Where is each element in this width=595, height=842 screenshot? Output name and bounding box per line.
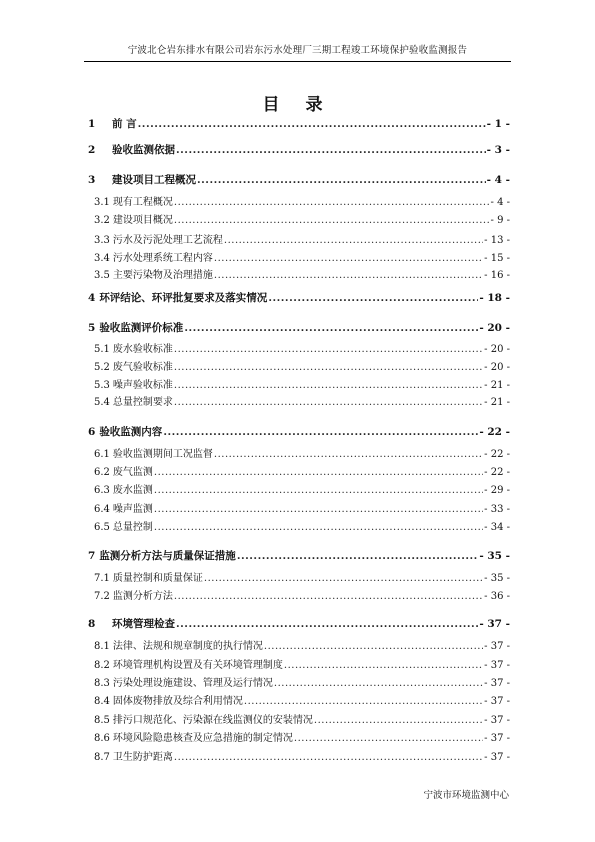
toc-entry-number: 8.3 bbox=[94, 678, 110, 689]
toc-entry-page: - 20 - bbox=[484, 362, 510, 373]
toc-entry-page: - 37 - bbox=[484, 678, 510, 689]
toc-dot-leader bbox=[184, 321, 478, 336]
toc-entry-number: 3.1 bbox=[94, 197, 110, 208]
toc-entry-page: - 21 - bbox=[484, 397, 510, 408]
toc-dot-leader bbox=[294, 731, 483, 746]
toc-entry-number: 3.2 bbox=[94, 215, 110, 226]
toc-dot-leader bbox=[174, 395, 483, 410]
toc-dot-leader bbox=[214, 251, 483, 266]
running-header: 宁波北仑岩东排水有限公司岩东污水处理厂三期工程竣工环境保护验收监测报告 bbox=[127, 45, 468, 56]
toc-entry-title: 卫生防护距离 bbox=[112, 752, 173, 763]
toc-entry-number: 6.4 bbox=[94, 504, 110, 515]
toc-entry-number: 5.2 bbox=[94, 362, 110, 373]
toc-entry-title: 法律、法规和规章制度的执行情况 bbox=[112, 641, 263, 652]
toc-entry-title: 污水及污泥处理工艺流程 bbox=[112, 235, 223, 246]
toc-entry-page: - 1 - bbox=[486, 118, 510, 130]
toc-entry[interactable] bbox=[88, 658, 510, 673]
toc-entry-page: - 37 - bbox=[479, 618, 510, 630]
toc-dot-leader bbox=[264, 639, 483, 654]
toc-entry-number: 8 bbox=[88, 618, 96, 630]
toc-dot-leader bbox=[204, 571, 483, 586]
toc-dot-leader bbox=[176, 617, 478, 632]
toc-dot-leader bbox=[284, 658, 483, 673]
toc-entry-title: 环评结论、环评批复要求及落实情况 bbox=[99, 292, 268, 304]
toc-entry-title: 主要污染物及治理措施 bbox=[112, 270, 213, 281]
toc-entry-page: - 15 - bbox=[484, 253, 510, 264]
toc-dot-leader bbox=[314, 713, 483, 728]
toc-entry-title: 环境风险隐患核查及应急措施的制定情况 bbox=[112, 733, 293, 744]
toc-dot-leader bbox=[163, 425, 478, 440]
toc-entry[interactable] bbox=[88, 589, 510, 604]
toc-entry-number: 8.6 bbox=[94, 733, 110, 744]
toc-dot-leader bbox=[237, 549, 479, 564]
toc-entry-number: 6.5 bbox=[94, 522, 110, 533]
toc-entry-page: - 22 - bbox=[484, 449, 510, 460]
toc-entry-page: - 37 - bbox=[484, 733, 510, 744]
toc-entry[interactable] bbox=[88, 233, 510, 248]
toc-dot-leader bbox=[268, 291, 478, 306]
toc-entry[interactable] bbox=[88, 549, 510, 564]
toc-entry-page: - 13 - bbox=[484, 235, 510, 246]
toc-entry-title: 监测分析方法与质量保证措施 bbox=[99, 550, 236, 562]
toc-entry[interactable] bbox=[88, 195, 510, 210]
toc-entry-number: 7.2 bbox=[94, 591, 110, 602]
toc-dot-leader bbox=[174, 378, 483, 393]
toc-entry[interactable] bbox=[88, 395, 510, 410]
toc-entry[interactable] bbox=[88, 268, 510, 283]
toc-entry-title: 噪声验收标准 bbox=[112, 380, 173, 391]
toc-entry-page: - 22 - bbox=[479, 426, 510, 438]
toc-entry[interactable] bbox=[88, 425, 510, 440]
toc-entry-number: 6.1 bbox=[94, 449, 110, 460]
toc-entry-page: - 21 - bbox=[484, 380, 510, 391]
toc-dot-leader bbox=[244, 694, 483, 709]
toc-entry-number: 4 bbox=[88, 292, 96, 304]
toc-dot-leader bbox=[174, 342, 483, 357]
toc-entry[interactable] bbox=[88, 321, 510, 336]
toc-entry-number: 8.4 bbox=[94, 696, 110, 707]
toc-entry-title: 总量控制要求 bbox=[112, 397, 173, 408]
toc-entry-page: - 37 - bbox=[484, 641, 510, 652]
toc-dot-leader bbox=[138, 117, 486, 132]
toc-dot-leader bbox=[174, 750, 483, 765]
toc-entry-number: 1 bbox=[88, 118, 96, 130]
toc-entry-number: 5.4 bbox=[94, 397, 110, 408]
toc-entry-number: 6 bbox=[88, 426, 96, 438]
toc-entry-page: - 35 - bbox=[484, 573, 510, 584]
toc-dot-leader bbox=[154, 483, 483, 498]
toc-entry-page: - 9 - bbox=[490, 215, 510, 226]
toc-entry-title: 污水处理系统工程内容 bbox=[112, 253, 213, 264]
toc-entry-title: 排污口规范化、污染源在线监测仪的安装情况 bbox=[112, 715, 313, 726]
toc-title: 目 录 bbox=[262, 95, 333, 115]
toc-entry-title: 废水验收标准 bbox=[112, 344, 173, 355]
toc-entry-title: 验收监测内容 bbox=[99, 426, 163, 438]
toc-entry-page: - 37 - bbox=[484, 715, 510, 726]
toc-entry[interactable] bbox=[88, 520, 510, 535]
toc-dot-leader bbox=[214, 268, 483, 283]
toc-entry-page: - 4 - bbox=[490, 197, 510, 208]
toc-entry-page: - 33 - bbox=[484, 504, 510, 515]
toc-entry-page: - 35 - bbox=[479, 550, 510, 562]
toc-entry-title: 验收监测期间工况监督 bbox=[112, 449, 213, 460]
toc-entry-number: 5.1 bbox=[94, 344, 110, 355]
toc-entry-title: 建设项目概况 bbox=[112, 215, 173, 226]
toc-entry[interactable] bbox=[88, 173, 510, 188]
toc-entry-title: 废气监测 bbox=[112, 467, 153, 478]
toc-entry-title: 环境管理机构设置及有关环境管理制度 bbox=[112, 660, 283, 671]
toc-entry[interactable] bbox=[88, 143, 510, 158]
toc-entry-page: - 3 - bbox=[486, 144, 510, 156]
toc-entry[interactable] bbox=[88, 465, 510, 480]
toc-dot-leader bbox=[176, 143, 486, 158]
header-rule bbox=[84, 61, 511, 62]
toc-entry[interactable] bbox=[88, 639, 510, 654]
toc-entry[interactable] bbox=[88, 251, 510, 266]
toc-entry-title: 前 言 bbox=[112, 118, 137, 130]
toc-entry-number: 5 bbox=[88, 322, 96, 334]
toc-entry-page: - 4 - bbox=[486, 174, 510, 186]
toc-dot-leader bbox=[274, 676, 483, 691]
toc-dot-leader bbox=[174, 589, 483, 604]
toc-entry[interactable] bbox=[88, 483, 510, 498]
toc-dot-leader bbox=[174, 213, 490, 228]
toc-dot-leader bbox=[154, 502, 483, 517]
toc-entry-page: - 34 - bbox=[484, 522, 510, 533]
toc-entry-title: 现有工程概况 bbox=[112, 197, 173, 208]
toc-entry-page: - 22 - bbox=[484, 467, 510, 478]
toc-entry-title: 验收监测评价标准 bbox=[99, 322, 184, 334]
toc-entry-number: 3.4 bbox=[94, 253, 110, 264]
toc-entry[interactable] bbox=[88, 447, 510, 462]
toc-entry-page: - 37 - bbox=[484, 660, 510, 671]
toc-dot-leader bbox=[197, 173, 486, 188]
toc-entry[interactable] bbox=[88, 213, 510, 228]
toc-entry-number: 5.3 bbox=[94, 380, 110, 391]
toc-dot-leader bbox=[154, 465, 483, 480]
toc-entry-page: - 37 - bbox=[484, 696, 510, 707]
toc-entry-number: 8.5 bbox=[94, 715, 110, 726]
toc-entry-number: 8.7 bbox=[94, 752, 110, 763]
toc-entry-page: - 18 - bbox=[479, 292, 510, 304]
toc-entry-number: 3 bbox=[88, 174, 96, 186]
toc-entry-number: 6.2 bbox=[94, 467, 110, 478]
toc-entry-number: 8.2 bbox=[94, 660, 110, 671]
toc-dot-leader bbox=[174, 360, 483, 375]
toc-dot-leader bbox=[214, 447, 483, 462]
toc-entry[interactable] bbox=[88, 571, 510, 586]
toc-entry[interactable] bbox=[88, 617, 510, 632]
toc-entry[interactable] bbox=[88, 694, 510, 709]
toc-entry-title: 质量控制和质量保证 bbox=[112, 573, 203, 584]
toc-entry[interactable] bbox=[88, 342, 510, 357]
toc-dot-leader bbox=[174, 195, 490, 210]
toc-entry-page: - 20 - bbox=[484, 344, 510, 355]
toc-entry-number: 3.3 bbox=[94, 235, 110, 246]
toc-entry-title: 噪声监测 bbox=[112, 504, 153, 515]
toc-entry-number: 3.5 bbox=[94, 270, 110, 281]
toc-entry-number: 2 bbox=[88, 144, 96, 156]
toc-entry[interactable] bbox=[88, 731, 510, 746]
toc-entry[interactable] bbox=[88, 360, 510, 375]
toc-entry-title: 监测分析方法 bbox=[112, 591, 173, 602]
toc-entry-title: 固体废物排放及综合利用情况 bbox=[112, 696, 243, 707]
toc-entry-page: - 29 - bbox=[484, 485, 510, 496]
toc-dot-leader bbox=[224, 233, 483, 248]
toc-entry-number: 6.3 bbox=[94, 485, 110, 496]
toc-entry-title: 建设项目工程概况 bbox=[112, 174, 196, 186]
toc-entry-number: 7.1 bbox=[94, 573, 110, 584]
toc-entry-number: 7 bbox=[88, 550, 96, 562]
toc-entry-title: 废水监测 bbox=[112, 485, 153, 496]
toc-entry-title: 废气验收标准 bbox=[112, 362, 173, 373]
toc-entry-page: - 16 - bbox=[484, 270, 510, 281]
toc-entry-page: - 37 - bbox=[484, 752, 510, 763]
toc-entry[interactable] bbox=[88, 378, 510, 393]
toc-entry[interactable] bbox=[88, 676, 510, 691]
toc-entry-page: - 20 - bbox=[479, 322, 510, 334]
toc-entry-title: 污染处理设施建设、管理及运行情况 bbox=[112, 678, 273, 689]
toc-entry-title: 验收监测依据 bbox=[112, 144, 175, 156]
toc-entry[interactable] bbox=[88, 291, 510, 306]
toc-entry[interactable] bbox=[88, 502, 510, 517]
toc-entry-page: - 36 - bbox=[484, 591, 510, 602]
toc-entry-title: 环境管理检查 bbox=[112, 618, 175, 630]
toc-entry[interactable] bbox=[88, 713, 510, 728]
toc-entry[interactable] bbox=[88, 117, 510, 132]
toc-entry-title: 总量控制 bbox=[112, 522, 153, 533]
toc-entry[interactable] bbox=[88, 750, 510, 765]
toc-entry-number: 8.1 bbox=[94, 641, 110, 652]
footer-organization: 宁波市环境监测中心 bbox=[423, 790, 509, 801]
toc-dot-leader bbox=[154, 520, 483, 535]
